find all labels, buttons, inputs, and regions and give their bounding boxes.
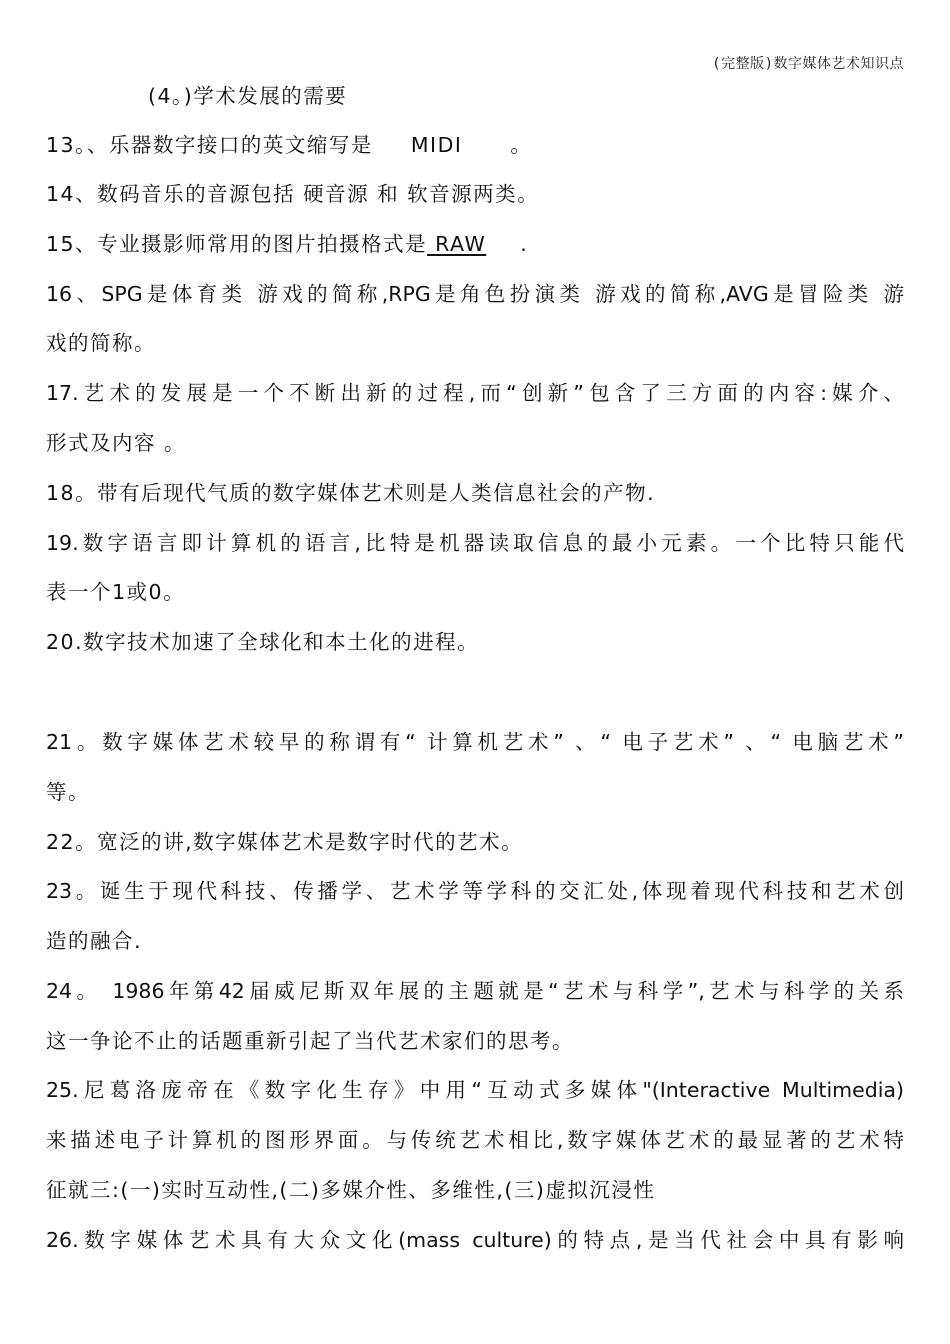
text-line: 来描述电子计算机的图形界面。与传统艺术相比,数字媒体艺术的最显著的艺术特 [46,1128,904,1152]
text-line [46,232,528,256]
text-line: 23。诞生于现代科技、传播学、艺术学等学科的交汇处,体现着现代科技和艺术创 [46,879,904,903]
text-segment: 15、专业摄影师常用的图片拍摄格式是 [46,232,428,256]
text-line: 26.数字媒体艺术具有大众文化(mass culture)的特点,是当代社会中具有影响 [46,1228,904,1252]
text-line: 22。宽泛的讲,数字媒体艺术是数字时代的艺术。 [46,830,524,854]
page-header: (完整版)数字媒体艺术知识点 [712,56,904,72]
text-segment: . [520,232,529,256]
text-segment: 游戏的简称,AVG是冒险类 [595,282,873,306]
text-line [46,282,904,306]
text-line [46,133,532,157]
text-line: 征就三:(一)实时互动性,(二)多媒介性、多维性,(三)虚拟沉浸性 [46,1178,656,1202]
text-line: 19.数字语言即计算机的语言,比特是机器读取信息的最小元素。一个比特只能代 [46,531,904,555]
text-line: 14、数码音乐的音源包括 硬音源 和 软音源两类。 [46,182,540,206]
text-segment: 16、SPG是体育类 [46,282,247,306]
answer-raw: RAW [435,232,487,256]
text-line: 20.数字技术加速了全球化和本土化的进程。 [46,630,480,654]
text-segment: 。 [510,133,533,157]
text-segment: 游戏的简称,RPG是角色扮演类 [257,282,585,306]
text-segment: 游 [883,282,904,306]
text-line: 形式及内容 。 [46,431,187,455]
text-line: 这一争论不止的话题重新引起了当代艺术家们的思考。 [46,1029,574,1053]
text-line: 表一个1或0。 [46,580,186,604]
text-line: 17.艺术的发展是一个不断出新的过程,而“创新”包含了三方面的内容:媒介、 [46,381,904,405]
text-line: 21。数字媒体艺术较早的称谓有“ 计算机艺术” 、“ 电子艺术” 、“ 电脑艺术” [46,730,904,754]
answer-midi: MIDI [410,133,463,157]
text-line: 25.尼葛洛庞帝在《数字化生存》中用“互动式多媒体"(Interactive Multimedia) [46,1078,904,1102]
text-line: (4。)学术发展的需要 [148,84,348,108]
text-line: 24。 1986年第42届威尼斯双年展的主题就是“艺术与科学”,艺术与科学的关系 [46,979,904,1003]
text-line: 等。 [46,780,90,804]
text-segment: 13。、乐器数字接口的英文缩写是 [46,133,373,157]
text-line: 造的融合. [46,929,143,953]
text-line: 戏的简称。 [46,331,156,355]
text-line: 18。带有后现代气质的数字媒体艺术则是人类信息社会的产物. [46,481,656,505]
